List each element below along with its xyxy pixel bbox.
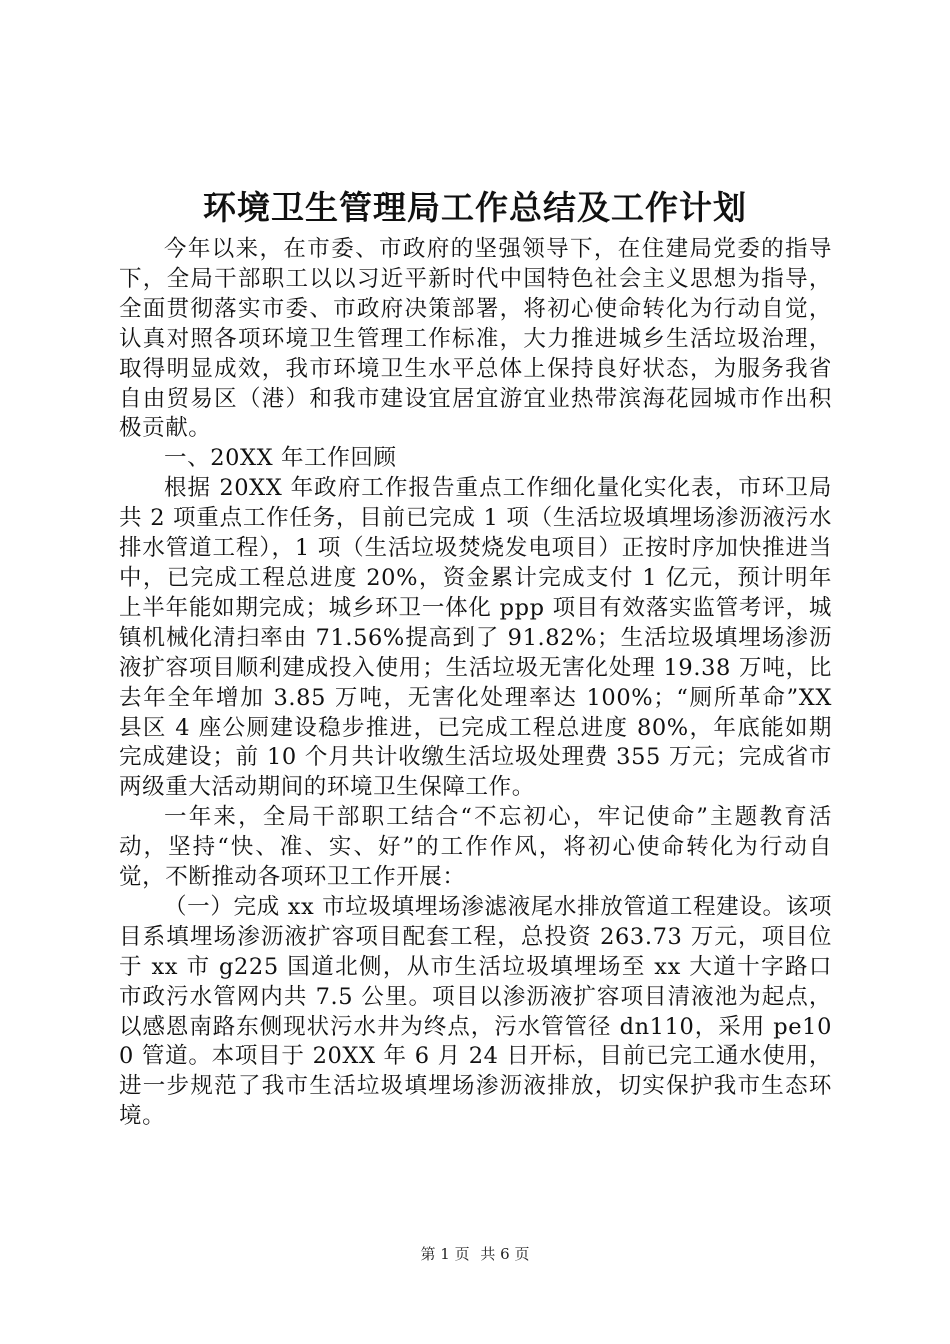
section-heading-review: 一、20XX 年工作回顾 — [164, 445, 397, 472]
paragraph-year-summary: 一年来，全局干部职工结合“不忘初心，牢记使命”主题教育活动，坚持“快、准、实、好”的工作作风，将初心使命转化为行动自觉，不断推动各项环卫工作开展： — [119, 804, 832, 891]
paragraph-intro: 今年以来，在市委、市政府的坚强领导下，在住建局党委的指导下，全局干部职工以以习近平新时代中国特色社会主义思想为指导，全面贯彻落实市委、市政府决策部署，将初心使命转化为行动自觉，认真对照各项环境卫生管理工作标准，大力推进城乡生活垃圾治理，取得明显成效，我市环境卫生水平总体上保持良好状态，为服务我省自由贸易区（港）和我市建设宜居宜游宜业热带滨海花园城市作出积极贡献。 — [119, 236, 832, 442]
page-number-total: 共 6 页 — [480, 1245, 530, 1263]
page-number-current: 第 1 页 — [420, 1245, 470, 1263]
page-footer — [0, 1244, 950, 1264]
paragraph-key-tasks: 根据 20XX 年政府工作报告重点工作细化量化实化表，市环卫局共 2 项重点工作任务，目前已完成 1 项（生活垃圾填埋场渗沥液污水排水管道工程），1 项（生活垃圾焚烧发电项目）正按时序加快推进当中，已完成工程总进度 20%，资金累计完成支付 1 亿元，预计明年上半年能如期完成；城乡环卫一体化 ppp 项目有效落实监管考评，城镇机械化清扫率由 71.56%提高到了 91.82%；生活垃圾填埋场渗沥液扩容项目顺利建成投入使用；生活垃圾无害化处理 19.38 万吨，比去年全年增加 3.85 万吨，无害化处理率达 100%；“厕所革命”XX 县区 4 座公厕建设稳步推进，已完成工程总进度 80%，年底能如期完成建设；前 10 个月共计收缴生活垃圾处理费 355 万元；完成省市两级重大活动期间的环境卫生保障工作。 — [119, 475, 832, 801]
document-body — [119, 235, 832, 1132]
paragraph-item-one: （一）完成 xx 市垃圾填埋场渗滤液尾水排放管道工程建设。该项目系填埋场渗沥液扩容项目配套工程，总投资 263.73 万元，项目位于 xx 市 g225 国道北侧，从市生活垃圾填埋场至 xx 大道十字路口市政污水管网内共 7.5 公里。项目以渗沥液扩容项目清液池为起点，以感恩南路东侧现状污水井为终点，污水管管径 dn110，采用 pe100 管道。本项目于 20XX 年 6 月 24 日开标，目前已完工通水使用，进一步规范了我市生活垃圾填埋场渗沥液排放，切实保护我市生态环境。 — [119, 893, 832, 1130]
document-title: 环境卫生管理局工作总结及工作计划 — [203, 188, 747, 227]
